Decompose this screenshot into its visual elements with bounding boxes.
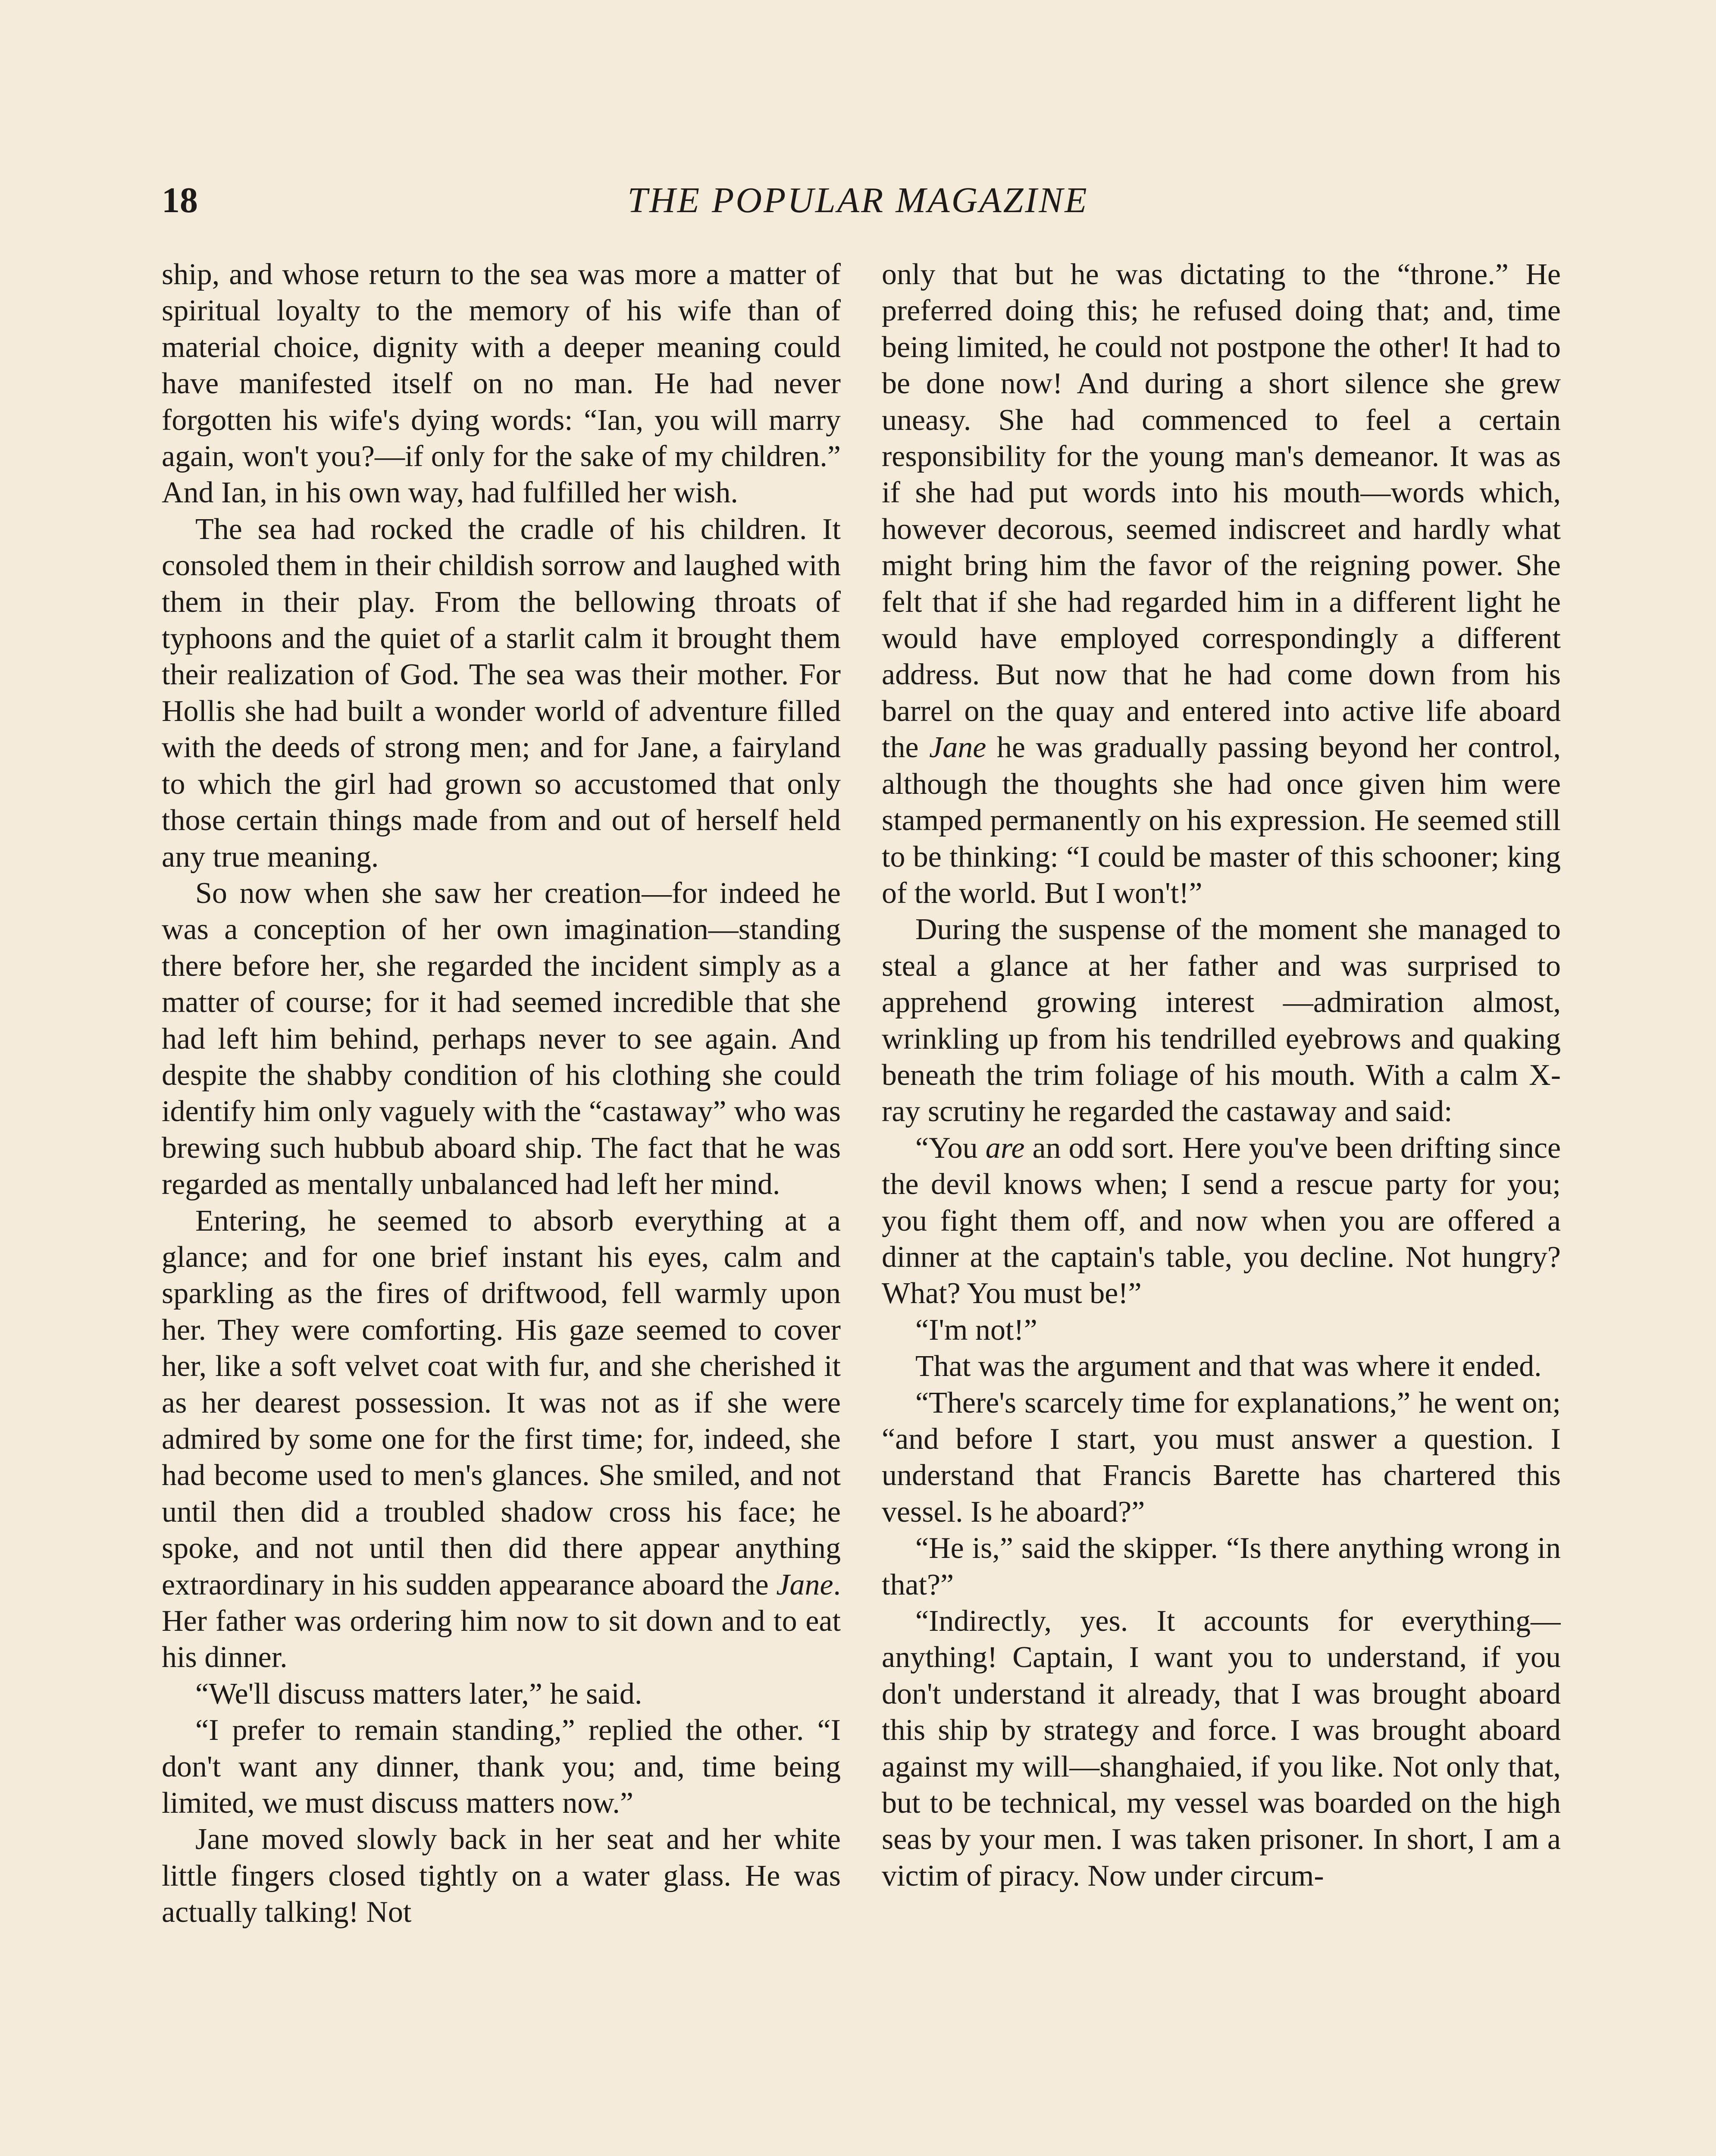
right-column — [882, 257, 1561, 2156]
paragraph: “I'm not!” — [915, 1313, 1037, 1347]
ship-name: Jane — [929, 731, 986, 765]
paragraph: “He is,” said the skipper. “Is there anything wrong in that?” — [882, 1532, 1561, 1601]
emphasis: are — [985, 1131, 1025, 1165]
paragraph: So now when she saw her creation—for indeed he was a conception of her own imagination—standing there before her, she regarded the incident simply as a matter of course; for it had seemed incredible that she had left him behind, perhaps never to see again. And despite the shabby condition of his clothing she could identify him only vaguely with the “castaway” who was brewing such hubbub aboard ship. The fact that he was regarded as mentally unbalanced had left her mind. — [162, 876, 841, 1201]
left-column — [162, 257, 841, 2156]
paragraph — [882, 1130, 1561, 1312]
paragraph — [882, 257, 1561, 912]
paragraph: “We'll discuss matters later,” he said. — [195, 1677, 642, 1711]
paragraph-text: . Her father was ordering him now to sit down and to eat his dinner. — [162, 1568, 841, 1674]
paragraph: During the suspense of the moment she managed to steal a glance at her father and was surprised to apprehend growing interest —admiration almost, wrinkling up from his tendrilled eyebrows and quaking beneath the trim foliage of his mouth. With a calm X-ray scrutiny he regarded the castaway and said: — [882, 913, 1561, 1128]
paragraph: Jane moved slowly back in her seat and her white little fingers closed tightly on a water glass. He was actually talking! Not — [162, 1823, 841, 1929]
paragraph: ship, and whose return to the sea was more a matter of spiritual loyalty to the memory of his wife than of material choice, dignity with a deeper meaning could have manifested itself on no man. He had never forgotten his wife's dying words: “Ian, you will marry again, won't you?—if only for the sake of my children.” And Ian, in his own way, had fulfilled her wish. — [162, 258, 841, 510]
paragraph-text: he was gradually passing beyond her control, although the thoughts she had once given him were stamped permanently on his expression. He seemed still to be thinking: “I could be master of this schooner; king of the world. But I won't!” — [882, 731, 1561, 910]
paragraph-text: an odd sort. Here you've been drifting since the devil knows when; I send a rescue party for you; you fight them off, and now when you are offered a dinner at the captain's table, you decline. Not hungry? What? You must be!” — [882, 1131, 1561, 1310]
paragraph: “I prefer to remain standing,” replied the other. “I don't want any dinner, thank you; and, time being limited, we must discuss matters now.” — [162, 1714, 841, 1820]
page-header — [162, 175, 1554, 226]
paragraph — [162, 1203, 841, 1676]
running-head: THE POPULAR MAGAZINE — [627, 180, 1089, 220]
paragraph-text: “You — [915, 1131, 978, 1165]
page-number: 18 — [162, 180, 198, 220]
paragraph: The sea had rocked the cradle of his children. It consoled them in their childish sorrow and laughed with them in their play. From the bellowing throats of typhoons and the quiet of a starlit calm it brought them their realization of God. The sea was their mother. For Hollis she had built a wonder world of adventure filled with the deeds of strong men; and for Jane, a fairyland to which the girl had grown so accustomed that only those certain things made from and out of herself held any true meaning. — [162, 512, 841, 874]
paragraph: “There's scarcely time for explanations,” he went on; “and before I start, you must answer a question. I understand that Francis Barette has chartered this vessel. Is he aboard?” — [882, 1386, 1561, 1529]
paragraph-text: Entering, he seemed to absorb everything at a glance; and for one brief instant his eyes, calm and sparkling as the fires of driftwood, fell warmly upon her. They were comforting. His gaze seemed to cover her, like a soft velvet coat with fur, and she cherished it as her dearest possession. It was not as if she were admired by some one for the first time; for, indeed, she had become used to men's glances. She smiled, and not until then did a troubled shadow cross his face; he spoke, and not until then did there appear anything extraordinary in his sudden appearance aboard the — [162, 1204, 841, 1601]
ship-name: Jane — [776, 1568, 833, 1601]
paragraph-text: only that but he was dictating to the “throne.” He preferred doing this; he refused doing that; and, time being limited, he could not postpone the other! It had to be done now! And during a short silence she grew uneasy. She had commenced to feel a certain responsibility for the young man's demeanor. It was as if she had put words into his mouth—words which, however decorous, seemed indiscreet and hardly what might bring him the favor of the reigning power. She felt that if she had regarded him in a different light he would have employed correspondingly a different address. But now that he had come down from his barrel on the quay and entered into active life aboard the — [882, 258, 1561, 765]
paragraph: “Indirectly, yes. It accounts for everything—anything! Captain, I want you to understand, if you don't understand it already, that I was brought aboard this ship by strategy and force. I was brought aboard against my will—shanghaied, if you like. Not only that, but to be technical, my vessel was boarded on the high seas by your men. I was taken prisoner. In short, I am a victim of piracy. Now under circum- — [882, 1604, 1561, 1893]
paragraph: That was the argument and that was where it ended. — [915, 1350, 1542, 1383]
